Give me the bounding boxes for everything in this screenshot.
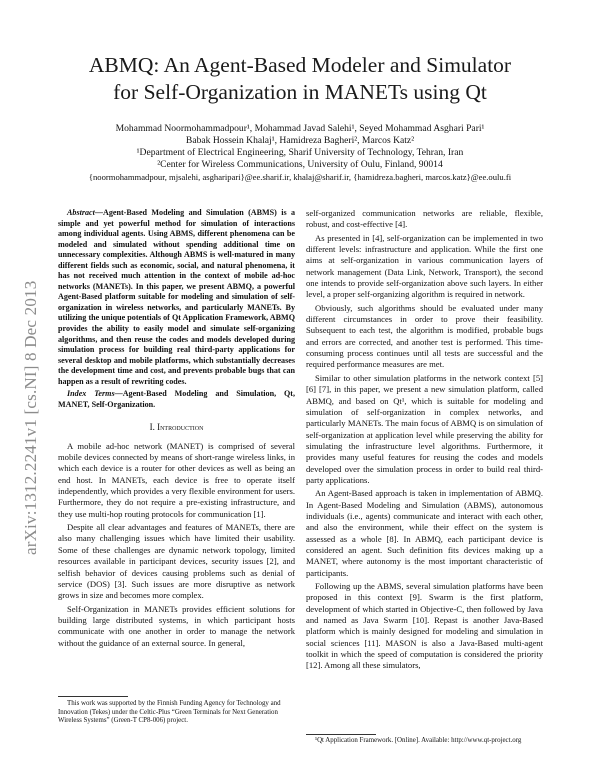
arxiv-stamp[interactable]: arXiv:1312.2241v1 [cs.NI] 8 Dec 2013 (21, 280, 40, 555)
authors-line-2: Babak Hossein Khalaj¹, Hamidreza Bagheri², Marcos Katz² (185, 135, 415, 146)
intro-paragraph-1: A mobile ad-hoc network (MANET) is comprised of several mobile devices connected by means of short-range wireless links, in which each device is a router for other devices as well as being an end host. In MANETs, each device is free to operate itself independently, which provides a very flexible environment for users. Furthermore, they do not require a pre-existing infrastructure, and they use multi-hop routing protocols for communication [1]. (58, 440, 295, 519)
title-line-2: for Self-Organization in MANETs using Qt (113, 80, 487, 104)
intro-paragraph-2: Despite all clear advantages and features of MANETs, there are also many challenging issues which have limited their usability. Some of these challenges are dynamic network topology, limited resources available in participant devices, security issues [2], and selfish behavior of devices causing problems such as denial of service (DOS) [3]. Such issues are more disruptive as network grows in size and becomes more complex. (58, 522, 295, 601)
author-emails: {noormohammadpour, mjsalehi, asgharipari}@ee.sharif.ir, khalaj@sharif.ir, {hamidreza.bagheri, marcos.katz}@ee.oulu.fi (88, 172, 512, 182)
right-column (306, 208, 543, 674)
right-paragraph-4: An Agent-Based approach is taken in implementation of ABMQ. In Agent-Based Modeling and Simulation (ABMS), autonomous individuals (i.e., agents) communicate and interact with each other, and also the environment, while their effect on the system is assessed as a whole [8]. In ABMQ, each participant device is considered an agent. Such definition fits devices making up a MANET, where autonomy is the most important characteristic of participants. (306, 488, 543, 578)
footnote-rule-right (306, 734, 376, 735)
affiliation-1: ¹Department of Electrical Engineering, Sharif University of Technology, Tehran, Iran (136, 147, 464, 158)
right-paragraph-3: Similar to other simulation platforms in the network context [5] [6] [7], in this paper, we present a new simulation platform, called ABMQ, and based on Qt¹, which is suitable for modeling and simulation of self-organization in complex networks, and particularly MANETs. The main focus of ABMQ is on simulation of self-organization at application level while preserving the ability for simulating the infrastructure level algorithms. Furthermore, it provides many useful features for reusing the codes and models developed over the simulation process in order to build real third-party applications. (306, 372, 543, 485)
index-terms-label: Index Terms (67, 389, 115, 399)
title-line-1: ABMQ: An Agent-Based Modeler and Simulator (88, 53, 512, 77)
index-terms-text: —Agent-Based Modeling and Simulation, Qt, MANET, Self-Organization. (58, 389, 295, 409)
affiliation-2: ²Center for Wireless Communications, University of Oulu, Finland, 90014 (157, 159, 443, 170)
intro-paragraph-3: Self-Organization in MANETs provides efficient solutions for building large distributed systems, in which participant hosts communicate with one another in order to manage the network without the guidance of an external source. In general, (58, 603, 295, 648)
abstract (58, 208, 295, 387)
right-paragraph-5: Following up the ABMS, several simulation platforms have been proposed in this context [9]. Swarm is the first platform, development of which started in Objective-C, then followed by Java and named as Java Swarm [10]. Repast is another Java-Based platform which is mainly designed for modeling and simulation in social sciences [11]. MASON is also a Java-Based multi-agent toolkit in which the speed of computation is considered the priority [12]. Among all these simulators, (306, 581, 543, 671)
authors-line-1: Mohammad Noormohammadpour¹, Mohammad Javad Salehi¹, Seyed Mohammad Asghari Pari¹ (115, 123, 485, 134)
right-paragraph-0: self-organized communication networks are reliable, flexible, robust, and cost-effective [4]. (306, 208, 543, 230)
author-block (40, 123, 560, 183)
funding-footnote: This work was supported by the Finnish Funding Agency for Technology and Innovation (Tekes) under the Celtic-Plus “Green Terminals for Next Generation Wireless Systems” (Green-T CP8-006) project. (58, 700, 281, 725)
left-column (58, 208, 295, 651)
qt-footnote: ¹Qt Application Framework. [Online]. Available: http://www.qt-project.org (315, 737, 522, 744)
footnote-rule-left (58, 696, 128, 697)
right-paragraph-2: Obviously, such algorithms should be evaluated under many different circumstances in order to prove their feasibility. Subsequent to each test, the algorithm is modified, probable bugs and errors are corrected, and another test is performed. This time-consuming process continues until all tests are successful and the required performance measures are met. (306, 302, 543, 370)
index-terms (58, 389, 295, 410)
right-paragraph-1: As presented in [4], self-organization can be implemented in two different levels: infrastructure and application. While the first one aims at self-organization in various communication layers of network management (Data Link, Network, Transport), the second one intends to provide self-organization above such layers. In either level, a proper self-organizing algorithm is required in network. (306, 232, 543, 300)
paper-title (40, 52, 560, 106)
section-heading-introduction: I. Introduction (149, 422, 204, 433)
abstract-label: Abstract (67, 208, 95, 217)
abstract-text: —Agent-Based Modeling and Simulation (ABMS) is a simple and yet powerful method for simulation of interactions among individual agents. Using ABMS, different phenomena can be modeled and simulated without spending additional time on unnecessary complexities. Although ABMS is well-matured in many different fields such as economic, social, and natural phenomena, it has not received much attention in the context of mobile ad-hoc networks (MANETs). In this paper, we present ABMQ, a powerful Agent-Based platform suitable for modeling and simulation of self-organization in wireless networks, and particularly MANETs. By utilizing the unique potentials of Qt Application Framework, ABMQ provides the ability to easily model and simulate self-organizing algorithms, and then reuse the codes and models developed during simulation process for building real third-party applications for several desktop and mobile platforms, which substantially decreases the development time and cost, and prevents probable bugs that can happen as a result of rewriting codes. (58, 208, 295, 386)
